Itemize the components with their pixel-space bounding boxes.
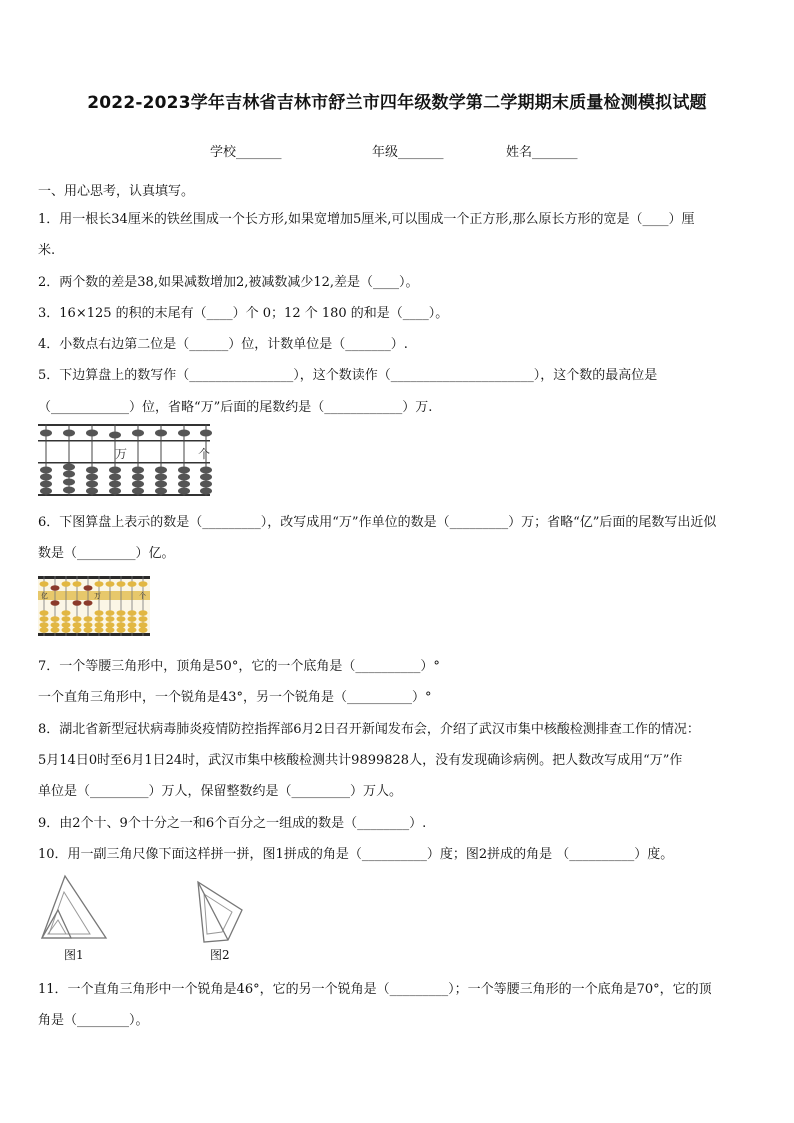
abacus2-label-wan: 万: [94, 592, 101, 600]
grade-field[interactable]: 年级_______: [372, 145, 444, 160]
abacus1-label-ge: 个: [198, 447, 211, 461]
question-7: 7．一个等腰三角形中，顶角是50°，它的一个底角是（__________）°: [38, 659, 440, 674]
name-field[interactable]: 姓名_______: [506, 145, 578, 160]
question-8-cont: 5月14日0时至6月1日24时，武汉市集中核酸检测共计9899828人，没有发现确诊病例。把人数改写成用“万”作: [38, 753, 683, 768]
question-5-cont: （____________）位，省略“万”后面的尾数约是（____________）万.: [38, 400, 433, 415]
fig1-caption: 图1: [64, 948, 84, 962]
abacus-figure-1: [38, 424, 214, 496]
question-11: 11．一个直角三角形中一个锐角是46°，它的另一个锐角是（_________）；一个等腰三角形的一个底角是70°，它的顶: [38, 982, 712, 997]
question-1-cont: 米.: [38, 243, 56, 258]
question-3: 3．16×125 的积的末尾有（____）个 0；12 个 180 的和是（____）。: [38, 306, 449, 321]
question-2: 2．两个数的差是38,如果减数增加2,被减数减少12,差是（____）。: [38, 275, 419, 290]
abacus2-label-ge: 个: [139, 592, 146, 600]
question-11-cont: 角是（________）。: [38, 1013, 149, 1028]
question-8: 8．湖北省新型冠状病毒肺炎疫情防控指挥部6月2日召开新闻发布会，介绍了武汉市集中核酸检测排查工作的情况：: [38, 722, 700, 737]
page-title: 2022-2023学年吉林省吉林市舒兰市四年级数学第二学期期末质量检测模拟试题: [87, 93, 707, 113]
school-field[interactable]: 学校_______: [210, 145, 282, 160]
question-5: 5．下边算盘上的数写作（________________），这个数读作（______________________），这个数的最高位是: [38, 368, 658, 383]
question-1: 1．用一根长34厘米的铁丝围成一个长方形,如果宽增加5厘米,可以围成一个正方形,那么原长方形的宽是（____）厘: [38, 212, 695, 227]
set-square-figure-1: [38, 874, 110, 942]
question-6-cont: 数是（_________）亿。: [38, 546, 175, 561]
question-8-cont2: 单位是（_________）万人，保留整数约是（_________）万人。: [38, 784, 403, 799]
question-10: 10．用一副三角尺像下面这样拼一拼，图1拼成的角是（__________）度；图2拼成的角是 （__________）度。: [38, 847, 674, 862]
abacus-figure-2: [38, 576, 150, 636]
question-4: 4．小数点右边第二位是（______）位，计数单位是（_______）.: [38, 337, 408, 352]
fig2-caption: 图2: [210, 948, 230, 962]
abacus1-label-wan: 万: [115, 447, 128, 461]
question-7-cont: 一个直角三角形中，一个锐角是43°，另一个锐角是（__________）°: [38, 690, 432, 705]
section-heading: 一、用心思考，认真填写。: [38, 184, 195, 199]
question-9: 9．由2个十、9个十分之一和6个百分之一组成的数是（________）.: [38, 816, 427, 831]
abacus2-label-yi: 亿: [41, 592, 48, 600]
question-6: 6．下图算盘上表示的数是（_________），改写成用“万”作单位的数是（_________）万；省略“亿”后面的尾数写出近似: [38, 515, 717, 530]
set-square-figure-2: [192, 880, 246, 944]
